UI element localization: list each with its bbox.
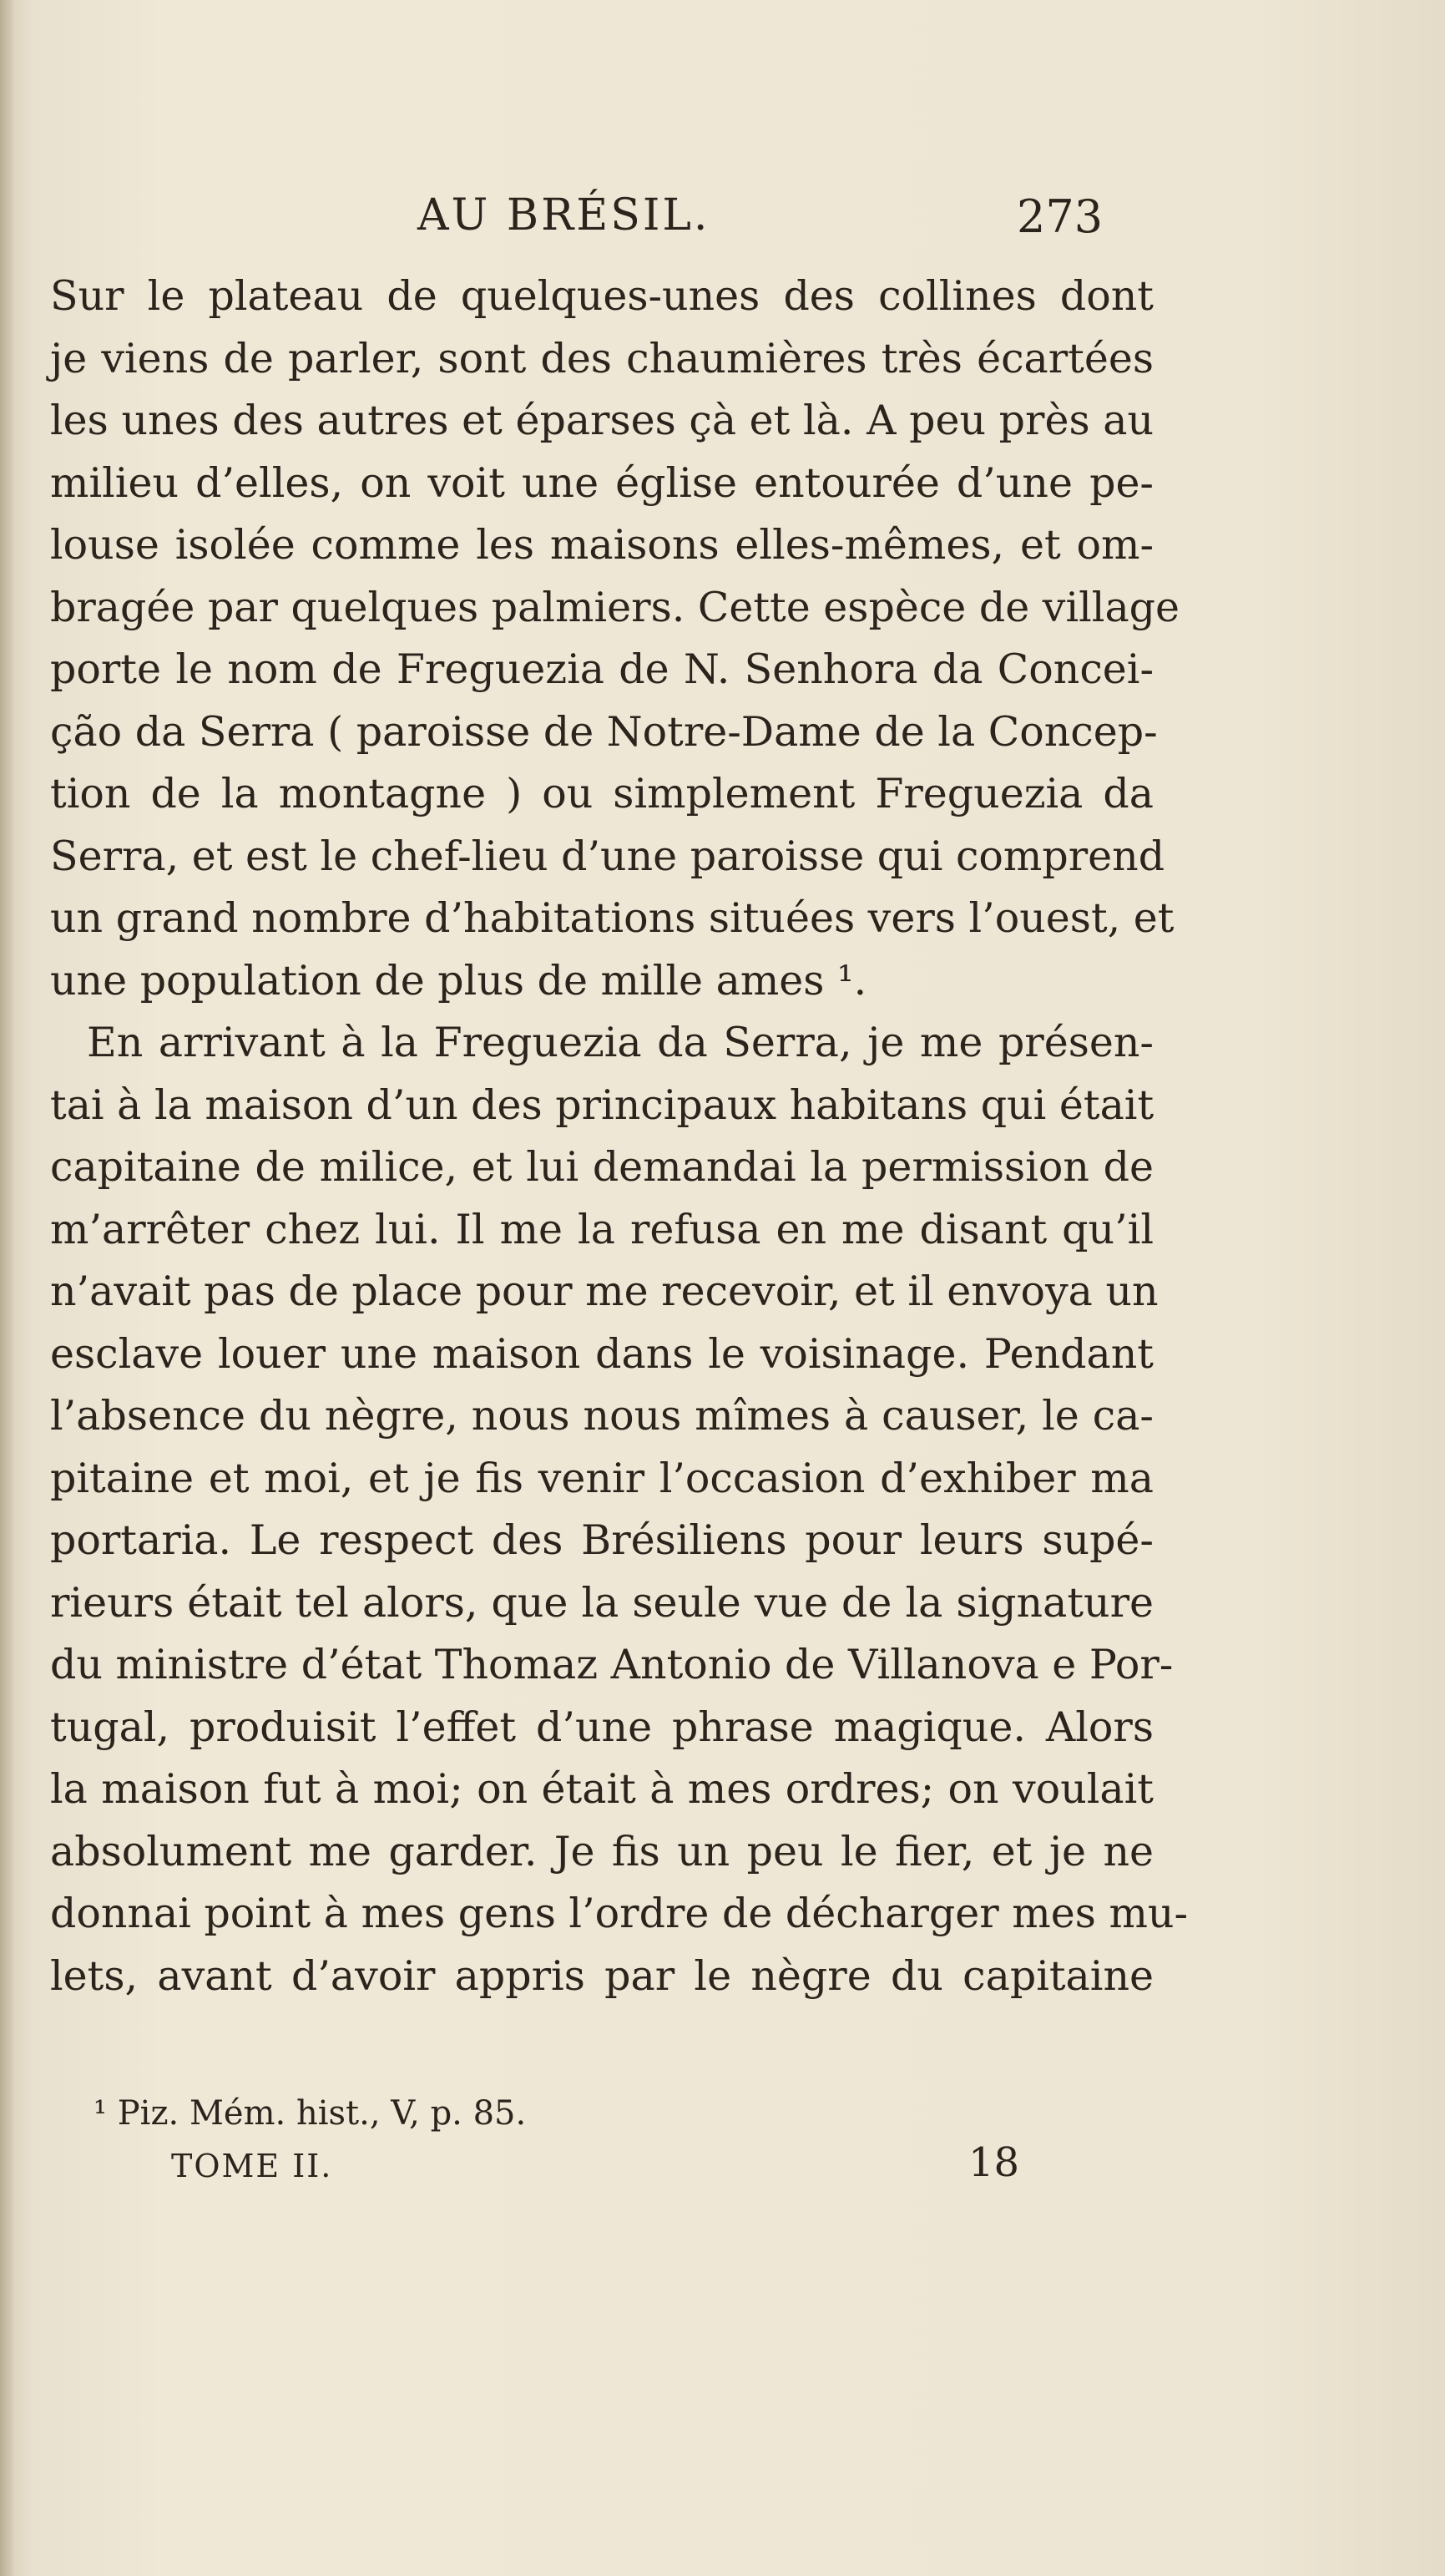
text-line: Serra, et est le chef-lieu d’une paroisse qui comprend: [50, 832, 1165, 880]
text-line: du ministre d’état Thomaz Antonio de Villanova e Por-: [50, 1641, 1174, 1688]
spine-shadow: [0, 0, 13, 2576]
text-line: tion de la montagne ) ou simplement Freguezia da: [50, 770, 1154, 817]
text-line: bragée par quelques palmiers. Cette espèce de village: [50, 583, 1180, 631]
text-line: En arrivant à la Freguezia da Serra, je me présen-: [87, 1019, 1154, 1066]
text-line: portaria. Le respect des Brésiliens pour leurs supé-: [50, 1516, 1154, 1564]
text-line: lets, avant d’avoir appris par le nègre du capitaine: [50, 1951, 1154, 2000]
text-line: n’avait pas de place pour me recevoir, et il envoya un: [50, 1268, 1159, 1315]
text-line: une population de plus de mille ames ¹.: [50, 956, 867, 1005]
text-line: absolument me garder. Je fis un peu le fier, et je ne: [50, 1827, 1154, 1875]
text-line: la maison fut à moi; on était à mes ordres; on voulait: [50, 1765, 1154, 1813]
page-number: 273: [1017, 190, 1104, 243]
text-line: m’arrêter chez lui. Il me la refusa en me disant qu’il: [50, 1205, 1154, 1253]
text-line: tugal, produisit l’effet d’une phrase magique. Alors: [50, 1703, 1154, 1751]
text-line: ção da Serra ( paroisse de Notre-Dame de la Concep-: [50, 707, 1158, 756]
footnote: ¹ Piz. Mém. hist., V, p. 85.: [93, 2094, 527, 2133]
signature-mark: TOME II.: [171, 2148, 333, 2184]
running-head: AU BRÉSIL.: [417, 190, 710, 240]
text-line: tai à la maison d’un des principaux habitans qui était: [50, 1081, 1154, 1129]
text-line: pitaine et moi, et je fis venir l’occasion d’exhiber ma: [50, 1454, 1154, 1502]
text-line: capitaine de milice, et lui demandai la permission de: [50, 1143, 1154, 1191]
text-line: un grand nombre d’habitations situées vers l’ouest, et: [50, 894, 1175, 942]
text-line: rieurs était tel alors, que la seule vue de la signature: [50, 1578, 1154, 1627]
text-line: milieu d’elles, on voit une église entourée d’une pe-: [50, 458, 1154, 507]
text-line: l’absence du nègre, nous nous mîmes à causer, le ca-: [50, 1392, 1154, 1440]
text-line: je viens de parler, sont des chaumières très écartées: [50, 334, 1154, 382]
body-text: [50, 266, 1189, 2007]
text-line: esclave louer une maison dans le voisinage. Pendant: [50, 1329, 1154, 1378]
text-line: louse isolée comme les maisons elles-mêmes, et om-: [50, 521, 1154, 569]
page-header: [0, 190, 1445, 249]
text-line: donnai point à mes gens l’ordre de décharger mes mu-: [50, 1890, 1189, 1937]
text-line: les unes des autres et éparses çà et là. A peu près au: [50, 397, 1154, 444]
text-line: porte le nom de Freguezia de N. Senhora da Concei-: [50, 645, 1154, 693]
text-line: Sur le plateau de quelques-unes des collines dont: [50, 272, 1154, 320]
signature-number: 18: [968, 2139, 1020, 2186]
